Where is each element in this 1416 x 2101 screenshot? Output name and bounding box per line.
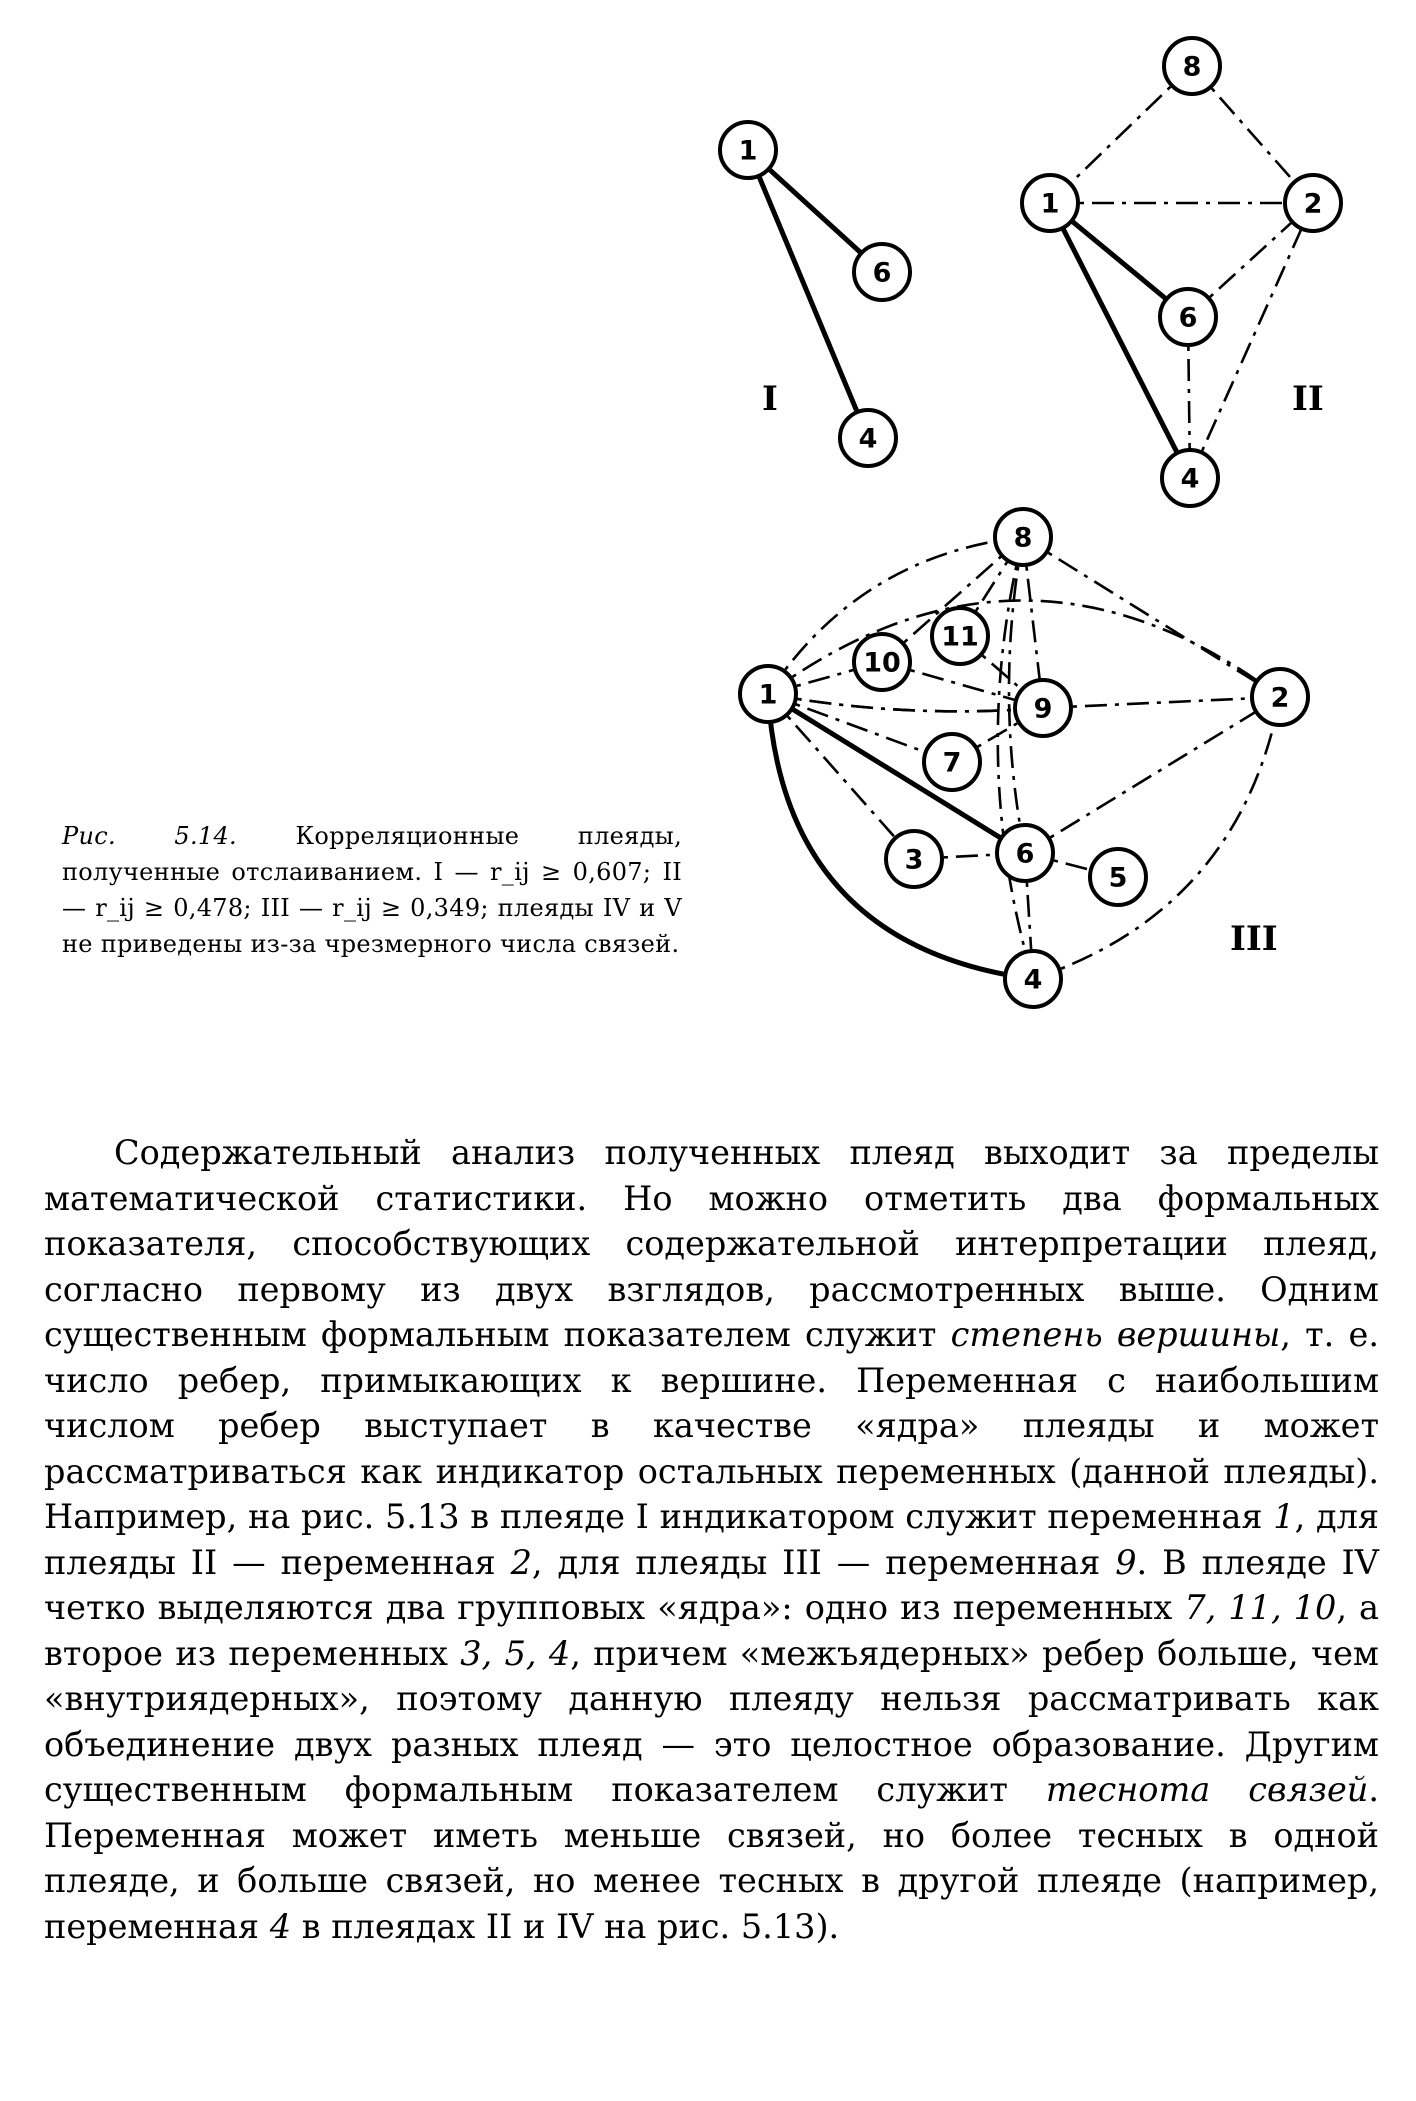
edge-III-1-6 — [768, 694, 1025, 853]
node-label: 6 — [1178, 302, 1198, 334]
edge-III-1-2 — [768, 600, 1280, 697]
node-III-10 — [854, 634, 910, 690]
node-label: 1 — [738, 135, 758, 167]
variable-ref: 4 — [269, 1906, 292, 1946]
node-label: 10 — [863, 647, 901, 679]
node-label: 1 — [758, 679, 778, 711]
text-run: Содержательный анализ полученных плеяд выходит за пределы математической статистики. Но можно отметить два формальных показателя, способствующих содержательной интерпретации плеяд, согласно первому из двух взглядов, рассмотренных выше. Одним существенным формальным показателем служит — [44, 1133, 1379, 1354]
variable-ref: 1 — [1273, 1497, 1295, 1536]
node-II-2 — [1285, 175, 1341, 231]
nodes-layer — [720, 38, 1341, 1007]
node-label: 6 — [1015, 838, 1035, 870]
edge-III-8-2 — [1023, 537, 1280, 697]
graph-label-III: III — [1230, 919, 1278, 959]
node-label: 7 — [942, 747, 962, 779]
node-II-4 — [1162, 450, 1218, 506]
graph-label-I: I — [762, 379, 778, 419]
text-run: , т. е. число ребер, примыкающих к вершине. Переменная с наибольшим числом ребер выступает в качестве «ядра» плеяды и может рассматриваться как индикатор остальных переменных (данной плеяды). Например, на рис. 5.13 в плеяде I индикатором служит переменная — [44, 1315, 1379, 1536]
variable-ref: 9 — [1115, 1542, 1137, 1582]
node-III-9 — [1015, 680, 1071, 736]
figure-caption — [62, 818, 682, 962]
node-label: 11 — [941, 621, 979, 653]
node-label: 4 — [1023, 964, 1043, 996]
node-I-4 — [840, 410, 896, 466]
node-II-6 — [1160, 289, 1216, 345]
node-III-2 — [1252, 669, 1308, 725]
body-text — [44, 1130, 1379, 1949]
node-III-11 — [932, 608, 988, 664]
text-run: . Переменная может иметь меньше связей, но более тесных в одной плеяде, и больше связей, но менее тесных в другой плеяде (например, переменная — [44, 1770, 1379, 1946]
text-run: в плеядах II и IV на рис. 5.13). — [291, 1906, 840, 1946]
node-label: 5 — [1108, 862, 1128, 894]
node-label: 1 — [1040, 188, 1060, 220]
text-run: , для плеяды II — переменная — [44, 1497, 1380, 1582]
caption-text: Корреляционные плеяды, полученные отслаиванием. I — r_ij ≥ 0,607; II — r_ij ≥ 0,478; III — r_ij ≥ 0,349; плеяды IV и V не приведены из-за чрезмерного числа связей. — [62, 822, 682, 958]
graph-label-II: II — [1292, 379, 1324, 419]
term-vertex-degree: степень вершины — [950, 1315, 1281, 1354]
node-label: 6 — [872, 257, 892, 289]
text-run: , для плеяды III — переменная — [531, 1542, 1116, 1582]
edge-II-4-2 — [1190, 203, 1313, 478]
variable-ref: 2 — [510, 1542, 532, 1582]
node-II-8 — [1164, 38, 1220, 94]
node-label: 8 — [1013, 522, 1033, 554]
term-link-tightness: теснота связей — [1045, 1770, 1369, 1809]
node-II-1 — [1022, 175, 1078, 231]
node-III-6 — [997, 825, 1053, 881]
text-run: , причем «межъядерных» ребер больше, чем «внутриядерных», поэтому данную плеяду нельзя рассматривать как объединение двух разных плеяд — это целостное образование. Другим существенным формальным показателем служит — [44, 1633, 1379, 1809]
variable-ref: 7, 11, 10 — [1184, 1588, 1337, 1627]
node-III-4 — [1005, 951, 1061, 1007]
node-label: 4 — [858, 423, 878, 455]
edge-II-1-4 — [1050, 203, 1190, 478]
node-label: 8 — [1182, 51, 1202, 83]
node-label: 3 — [904, 844, 924, 876]
node-label: 9 — [1033, 693, 1053, 725]
node-III-1 — [740, 666, 796, 722]
edge-III-9-2 — [1043, 697, 1280, 708]
paragraph — [44, 1130, 1379, 1949]
node-I-1 — [720, 122, 776, 178]
node-III-5 — [1090, 849, 1146, 905]
node-III-7 — [924, 734, 980, 790]
node-label: 2 — [1270, 682, 1290, 714]
node-label: 4 — [1180, 463, 1200, 495]
node-I-6 — [854, 244, 910, 300]
node-label: 2 — [1303, 188, 1323, 220]
text-run: . В плеяде IV четко выделяются два групповых «ядра»: одно из переменных — [44, 1542, 1379, 1627]
variable-ref: 3, 5, 4 — [460, 1633, 571, 1673]
node-III-8 — [995, 509, 1051, 565]
node-III-3 — [886, 831, 942, 887]
edge-III-1-3 — [768, 694, 914, 859]
figure-number: Рис. 5.14. — [62, 822, 237, 850]
text-run: , а второе из переменных — [44, 1588, 1379, 1673]
